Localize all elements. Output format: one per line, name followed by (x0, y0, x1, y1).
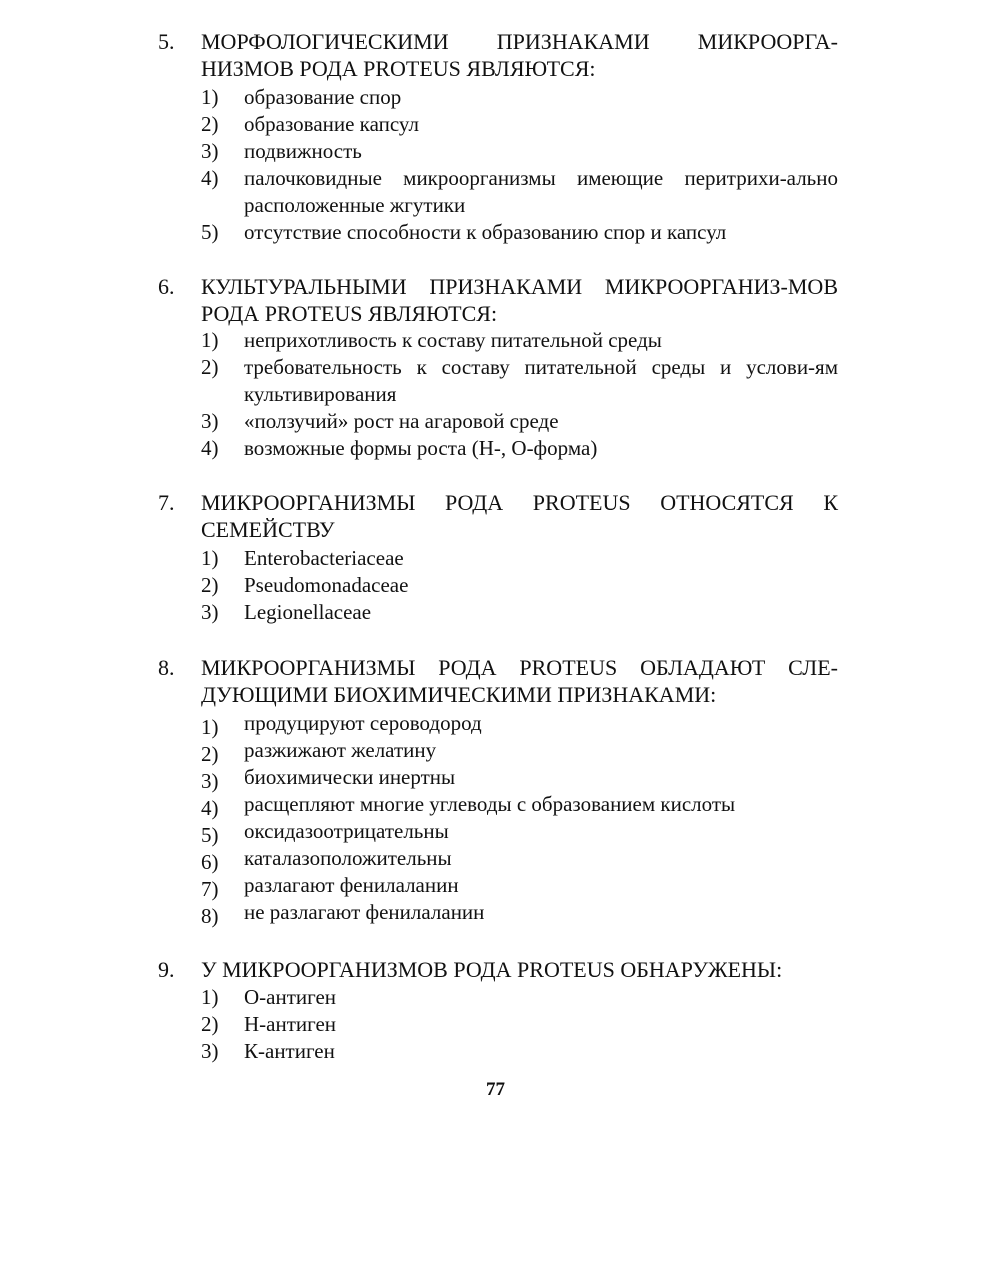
question-heading (158, 654, 838, 708)
answer-option (158, 984, 838, 1011)
answer-options (158, 545, 838, 626)
option-text: не разлагают фенилаланин (244, 900, 485, 924)
option-number: 2) (201, 1012, 219, 1036)
question-number: 7. (158, 490, 175, 515)
question-8 (158, 654, 838, 926)
question-heading (158, 489, 838, 543)
option-number: 7) (201, 877, 219, 901)
option-text: образование спор (244, 85, 402, 109)
option-text: биохимически инертны (244, 765, 456, 789)
option-text: разжижают желатину (244, 738, 437, 762)
option-text: возможные формы роста (Н-, О-форма) (244, 436, 598, 460)
option-text: Legionellaceae (244, 600, 372, 624)
question-heading (158, 956, 838, 983)
option-text: требовательность к составу питательной среды и услови-ям культивирования (244, 355, 838, 406)
question-text: МИКРООРГАНИЗМЫ РОДА PROTEUS ОТНОСЯТСЯ К СЕМЕЙСТВУ (201, 490, 838, 542)
answer-option (158, 899, 838, 926)
answer-option (158, 737, 838, 764)
question-9 (158, 956, 838, 1065)
answer-option (158, 710, 838, 737)
answer-option (158, 545, 838, 572)
answer-option (158, 84, 838, 111)
answer-option (158, 872, 838, 899)
answer-option (158, 572, 838, 599)
option-number: 2) (201, 112, 219, 136)
question-number: 6. (158, 274, 175, 299)
option-number: 2) (201, 355, 219, 379)
answer-option (158, 818, 838, 845)
option-number: 3) (201, 139, 219, 163)
option-number: 3) (201, 600, 219, 624)
option-text: Enterobacteriaceae (244, 546, 404, 570)
option-text: отсутствие способности к образованию спор и капсул (244, 220, 727, 244)
option-number: 5) (201, 220, 219, 244)
answer-option (158, 165, 838, 219)
question-number: 8. (158, 655, 175, 680)
answer-option (158, 354, 838, 408)
option-number: 4) (201, 166, 219, 190)
question-text: МИКРООРГАНИЗМЫ РОДА PROTEUS ОБЛАДАЮТ СЛЕ-ДУЮЩИМИ БИОХИМИЧЕСКИМИ ПРИЗНАКАМИ: (201, 655, 838, 707)
option-text: Pseudomonadaceae (244, 573, 409, 597)
answer-option (158, 764, 838, 791)
option-number: 6) (201, 850, 219, 874)
answer-option (158, 1038, 838, 1065)
question-heading (158, 273, 838, 327)
question-6 (158, 273, 838, 462)
option-text: образование капсул (244, 112, 419, 136)
answer-option (158, 1011, 838, 1038)
option-number: 1) (201, 985, 219, 1009)
option-number: 4) (201, 796, 219, 820)
answer-option (158, 435, 838, 462)
answer-options (158, 984, 838, 1065)
option-text: расщепляют многие углеводы с образованием кислоты (244, 792, 736, 816)
answer-option (158, 845, 838, 872)
question-heading (158, 28, 838, 82)
answer-options (158, 327, 838, 462)
question-text: МОРФОЛОГИЧЕСКИМИ ПРИЗНАКАМИ МИКРООРГА-НИЗМОВ РОДА PROTEUS ЯВЛЯЮТСЯ: (201, 29, 838, 81)
answer-option (158, 138, 838, 165)
question-number: 9. (158, 957, 175, 982)
answer-option (158, 219, 838, 246)
option-text: каталазоположительны (244, 846, 452, 870)
question-7 (158, 489, 838, 626)
option-text: «ползучий» рост на агаровой среде (244, 409, 559, 433)
answer-options (158, 710, 838, 926)
option-number: 2) (201, 573, 219, 597)
option-number: 3) (201, 1039, 219, 1063)
question-5 (158, 28, 838, 246)
answer-option (158, 327, 838, 354)
option-text: О-антиген (244, 985, 337, 1009)
option-number: 3) (201, 409, 219, 433)
option-number: 1) (201, 715, 219, 739)
option-text: подвижность (244, 139, 362, 163)
option-number: 1) (201, 546, 219, 570)
option-text: продуцируют сероводород (244, 711, 482, 735)
option-number: 8) (201, 904, 219, 928)
option-text: Н-антиген (244, 1012, 337, 1036)
option-number: 2) (201, 742, 219, 766)
option-text: оксидазоотрицательны (244, 819, 449, 843)
option-number: 4) (201, 436, 219, 460)
option-text: неприхотливость к составу питательной среды (244, 328, 662, 352)
answer-option (158, 111, 838, 138)
question-number: 5. (158, 29, 175, 54)
option-number: 5) (201, 823, 219, 847)
answer-option (158, 791, 838, 818)
option-number: 1) (201, 85, 219, 109)
question-text: КУЛЬТУРАЛЬНЫМИ ПРИЗНАКАМИ МИКРООРГАНИЗ-МОВ РОДА PROTEUS ЯВЛЯЮТСЯ: (201, 274, 838, 326)
option-number: 3) (201, 769, 219, 793)
option-text: К-антиген (244, 1039, 335, 1063)
answer-option (158, 408, 838, 435)
page-number: 77 (486, 1079, 505, 1100)
option-number: 1) (201, 328, 219, 352)
question-text: У МИКРООРГАНИЗМОВ РОДА PROTEUS ОБНАРУЖЕНЫ: (201, 957, 783, 982)
option-text: палочковидные микроорганизмы имеющие перитрихи-ально расположенные жгутики (244, 166, 838, 217)
answer-options (158, 84, 838, 246)
answer-option (158, 599, 838, 626)
option-text: разлагают фенилаланин (244, 873, 459, 897)
